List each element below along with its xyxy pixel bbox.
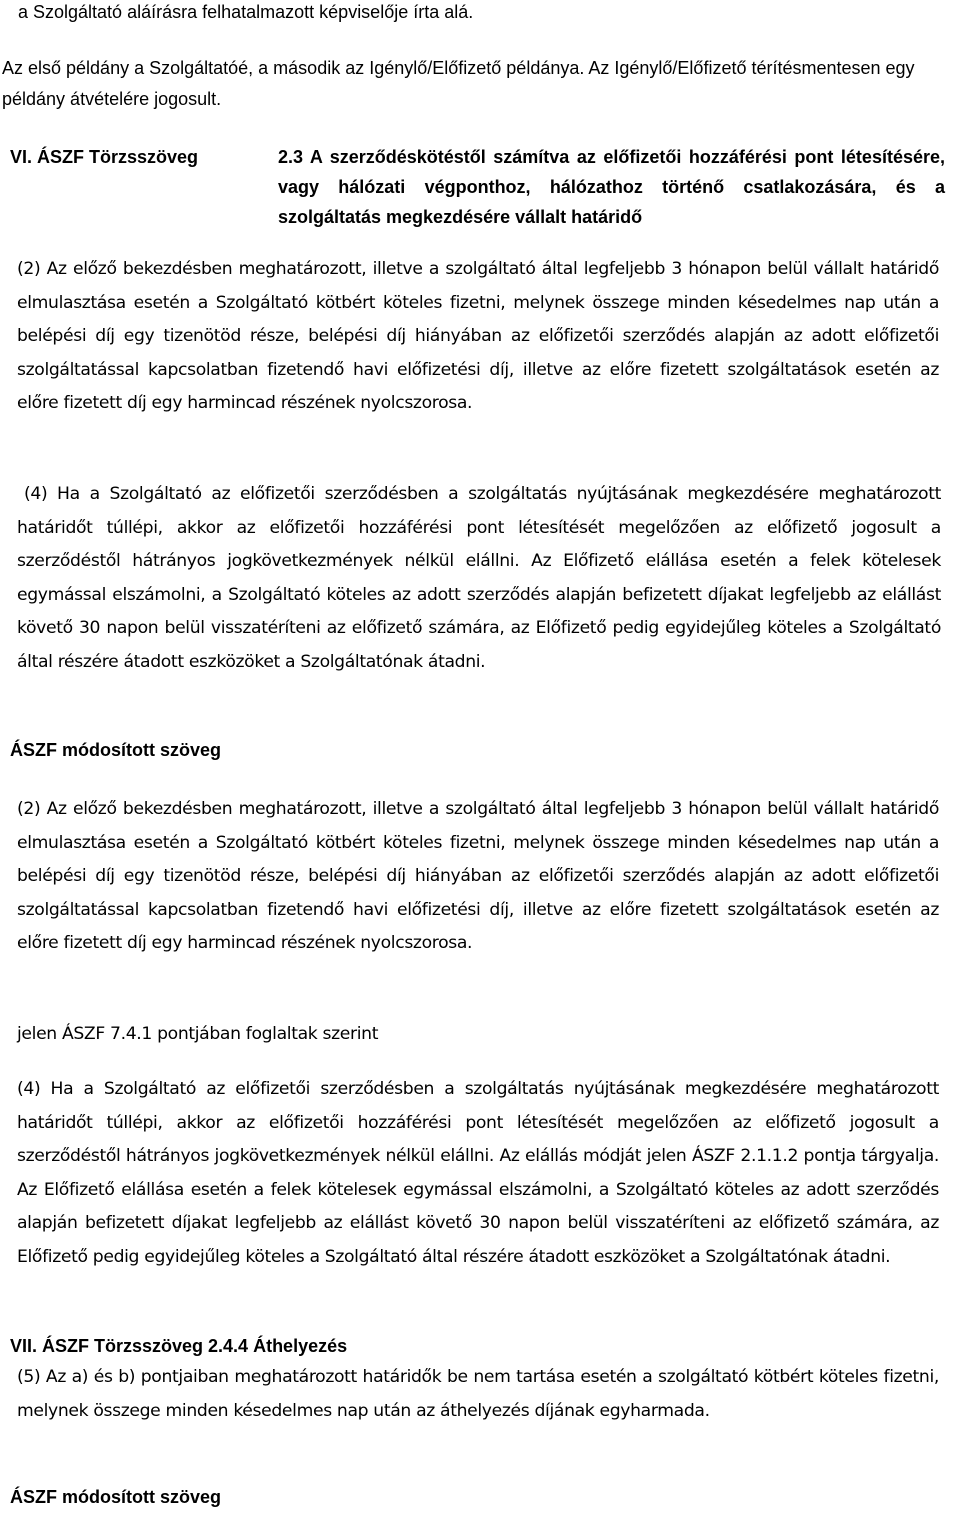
- section-vi-modified-paragraph-4: (4) Ha a Szolgáltató az előfizetői szerződésben a szolgáltatás nyújtásának megkezdésére meghatározott határidőt túllépi, akkor az előfizetői hozzáférési pont létesítését megelőzően az előfizető jogosult a szerződéstől hátrányos jogkövetkezmények nélkül elállni. Az elállás módját jelen ÁSZF 2.1.1.2 pontja tárgyalja. Az Előfizető elállása esetén a felek kötelesek egymással elszámolni, a Szolgáltató köteles az adott szerződés alapján befizetett díjakat legfeljebb az elállást követő 30 napon belül visszatéríteni az előfizető számára, az Előfizető pedig egyidejűleg köteles a Szolgáltató által részére átadott eszközöket a Szolgáltatónak átadni.: [17, 1079, 939, 1267]
- section-vi-modified-reference: jelen ÁSZF 7.4.1 pontjában foglaltak szerint: [17, 1024, 379, 1044]
- intro-copies-paragraph: Az első példány a Szolgáltatóé, a második az Igénylő/Előfizető példánya. Az Igénylő/Előfizető térítésmentesen egy példány átvételére jogosult.: [2, 58, 915, 109]
- section-vi-paragraph-4: (4) Ha a Szolgáltató az előfizetői szerződésben a szolgáltatás nyújtásának megkezdésére meghatározott határidőt túllépi, akkor az előfizetői hozzáférési pont létesítését megelőzően az előfizető jogosult a szerződéstől hátrányos jogkövetkezmények nélkül elállni. Az Előfizető elállása esetén a felek kötelesek egymással elszámolni, a Szolgáltató köteles az adott szerződés alapján befizetett díjakat legfeljebb az elállást követő 30 napon belül visszatéríteni az előfizető számára, az Előfizető pedig egyidejűleg köteles a Szolgáltató által részére átadott eszközöket a Szolgáltatónak átadni.: [17, 484, 941, 672]
- section-vii-heading: VII. ÁSZF Törzsszöveg 2.4.4 Áthelyezés: [10, 1336, 348, 1356]
- section-vi-modified-paragraph-2: (2) Az előző bekezdésben meghatározott, illetve a szolgáltató által legfeljebb 3 hónapon belül vállalt határidő elmulasztása esetén a Szolgáltató kötbért köteles fizetni, melynek összege minden késedelmes nap után a belépési díj egy tizenötöd része, belépési díj hiányában az előfizetői szerződés alapján az adott előfizetői szolgáltatással kapcsolatban fizetendő havi előfizetési díj, illetve az előre fizetett szolgáltatások esetén az előre fizetett díj egy harmincad részének nyolcszorosa.: [17, 799, 939, 954]
- intro-signature-line: a Szolgáltató aláírásra felhatalmazott képviselője írta alá.: [18, 2, 474, 22]
- section-vi-title: 2.3 A szerződéskötéstől számítva az előfizetői hozzáférési pont létesítésére, vagy hálózati végponthoz, hálózathoz történő csatlakozására, és a szolgáltatás megkezdésére vállalt határidő: [278, 147, 945, 227]
- section-vi-modified-heading: ÁSZF módosított szöveg: [10, 740, 221, 760]
- section-vi-label: VI. ÁSZF Törzsszöveg: [10, 147, 199, 167]
- section-vi-heading: [10, 142, 945, 232]
- section-vii-paragraph-5: (5) Az a) és b) pontjaiban meghatározott határidők be nem tartása esetén a szolgáltató kötbért köteles fizetni, melynek összege minden késedelmes nap után az áthelyezés díjának egyharmada.: [17, 1367, 939, 1421]
- section-vii-modified-heading: ÁSZF módosított szöveg: [10, 1487, 221, 1507]
- section-vi-paragraph-2: (2) Az előző bekezdésben meghatározott, illetve a szolgáltató által legfeljebb 3 hónapon belül vállalt határidő elmulasztása esetén a Szolgáltató kötbért köteles fizetni, melynek összege minden késedelmes nap után a belépési díj egy tizenötöd része, belépési díj hiányában az előfizetői szerződés alapján az adott előfizetői szolgáltatással kapcsolatban fizetendő havi előfizetési díj, illetve az előre fizetett szolgáltatások esetén az előre fizetett díj egy harmincad részének nyolcszorosa.: [17, 259, 939, 414]
